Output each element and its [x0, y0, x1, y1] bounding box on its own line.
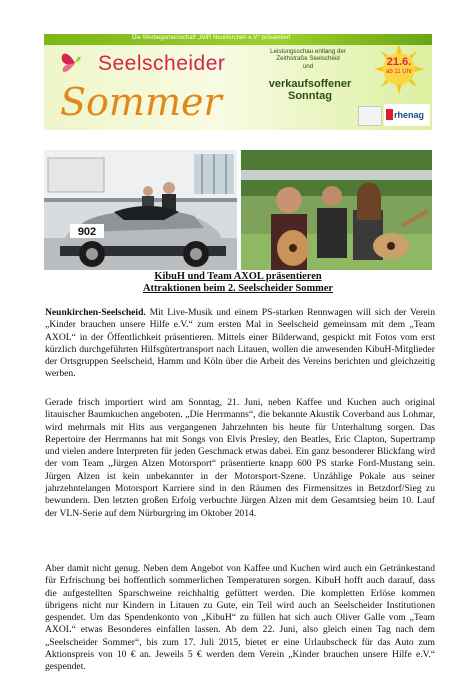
event-banner [44, 34, 432, 130]
butterfly-icon [58, 48, 92, 78]
paragraph-2: Gerade frisch importiert wird am Sonntag, 21. Juni, neben Kaffee und Kuchen auch original litauischer Baumkuchen angeboten. „Die Herrmanns“, die bekannte Akustik Coverband aus Lohmar, wird mehrmals mit Hits aus vergangenen Jahrzehnten bis heute für Unterhaltung sorgen. Das Repertoire der Herrmanns hat mit Songs von Elvis Presley, den Beatles, Eric Clapton, Supertramp und vielen andere Interpreten für jeden Geschmack etwas dabei. Ein ganz besonderer Blickfang wird der vom Team „Jürgen Alzen Motorsport“ präsentierte knapp 600 PS starke Ford-Mustang sein. Jürgen Alzen ist kein unbekannter in der Motorsport-Szene. Unzählige Pokale aus seiner jahrzehntelangen Motorsport Karriere sind in den Räumen des Firmensitzes in Betzdorf/Sieg zu bewundern. Den letzten großen Erfolg verbuchte Jürgen Alzen mit dem Gesamtsieg beim 10. Lauf der VLN-Serie auf dem Nürburgring im Oktober 2014. [45, 397, 435, 519]
banner-event-description [258, 48, 358, 70]
banner-top-line: Die Werbegemeinschaft „WIR Neunkirchen e.V.“ präsentiert [132, 35, 291, 41]
race-car-photo [44, 150, 237, 270]
event-line-3: und [302, 62, 314, 70]
event-line-2: Zeithstraße Seelscheid [276, 55, 340, 63]
sponsor-name: rhenag [394, 110, 425, 120]
association-logo [358, 106, 382, 126]
event-date: 21.6. [386, 56, 412, 68]
paragraph-3: Aber damit nicht genug. Neben dem Angebot von Kaffee und Kuchen wird auch ein Getränkestand für Erfrischung bei hoffentlich sommerlichen Temperaturen sorgen. KibuH hofft auch darauf, dass die aufgestellten Sparschweine reichhaltig gefüttert werden. Die kompletten Erlöse kommen übrigens nicht nur Kindern in Litauen zu Gute, ein Teil wird auch an Seelscheider Institutionen gespendet. Um das Spendenkonto von „KibuH“ zu füllen hat sich auch Oliver Galle vom „Team AXOL“ etwas Besonderes einfallen lassen. Ab dem 22. Juni, also gleich einen Tag nach dem „Seelscheider Sommer“, bis zum 17. Juli 2015, bietet er eine Urlaubscheck für das Auto zum Aktionspreis von 10 € an. Jeweils 5 € werden dem Verein „Kinder brauchen unsere Hilfe e.V.“ gespendet. [45, 563, 435, 673]
event-time: ab 11 Uhr [386, 69, 412, 75]
event-line-4: verkaufsoffener [268, 78, 352, 90]
banner-title-seelscheider: Seelscheider [98, 52, 226, 75]
sponsor-logo [384, 104, 430, 126]
band-photo [241, 150, 432, 270]
paragraph-1 [45, 307, 435, 381]
event-line-5: Sonntag [288, 90, 332, 102]
rhenag-mark-icon [386, 109, 393, 120]
banner-sunday-label [260, 78, 360, 102]
paragraph-1-lead: Neunkirchen-Seelscheid. [45, 307, 146, 318]
banner-title-sommer: Sommer [60, 80, 222, 124]
paragraph-1-text: Mit Live-Musik und einem PS-starken Rennwagen will sich der Verein „Kinder brauchen unsere Hilfe e.V.“ zum ersten Mal in Seelscheid gemeinsam mit dem „Team AXOL“ in der Öffentlichkeit präsentieren. Mittels einer Bilderwand, gespickt mit Fotos vom erst kürzlich durchgeführten Hilfsgütertransport nach Litauen, wollen die anwesenden KibuH-Mitglieder der Ortsgruppen Seelscheid, Hamm und Köln über die Arbeit des Vereins berichten und gleichzeitig werben. [45, 307, 435, 380]
article-headline [40, 271, 436, 295]
headline-line-2: Attraktionen beim 2. Seelscheider Sommer [143, 283, 333, 294]
headline-line-1: KibuH und Team AXOL präsentieren [154, 271, 322, 282]
car-number: 902 [77, 226, 97, 238]
event-line-1: Leistungsschau entlang der [270, 48, 346, 55]
